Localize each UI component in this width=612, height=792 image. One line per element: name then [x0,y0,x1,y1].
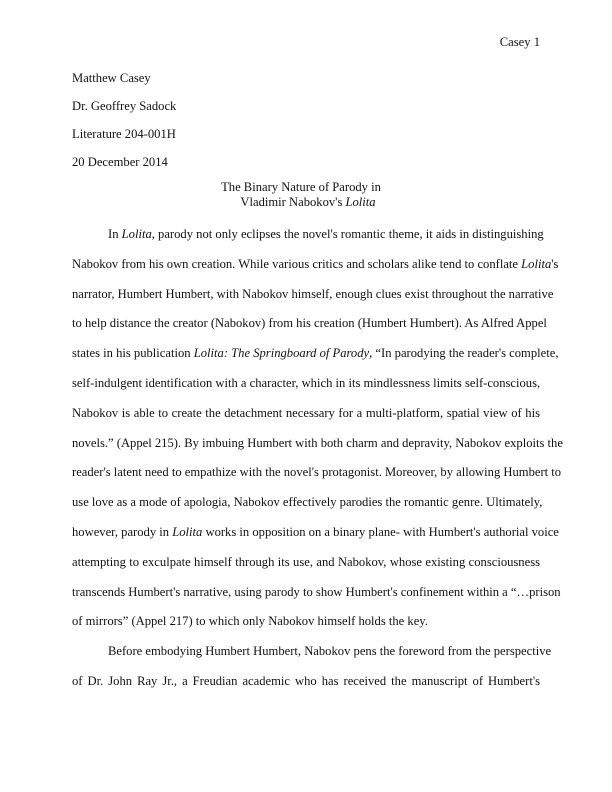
body-text [72,226,563,703]
paper-title [0,180,612,210]
text-fragment: Nabokov is able to create the detachment necessary for a multi-platform, spatial view of his [72,405,540,420]
body-line [72,405,540,421]
body-line [72,256,559,272]
text-fragment: of mirrors” (Appel 217) to which only Nabokov himself holds the key. [72,614,428,629]
title-line-2-prefix: Vladimir Nabokov's [240,195,346,209]
body-line [72,345,559,361]
text-fragment: In [108,227,122,241]
body-line [72,464,562,480]
body-line [72,524,559,540]
italic-text: Lolita [521,256,552,271]
text-fragment: self-indulgent identification with a character, which in its mindlessness limits self-conscious, [72,375,541,390]
text-fragment: Nabokov from his own creation. While various critics and scholars alike tend to conflate [72,256,522,271]
text-fragment: transcends Humbert's narrative, using parody to show Humbert's confinement within a “…prison [72,584,561,599]
text-fragment: of Dr. John Ray Jr., a Freudian academic who has received the manuscript of Humbert's [72,673,540,688]
text-fragment: states in his publication [72,346,194,361]
mla-heading [72,70,176,182]
body-line [72,494,543,510]
body-line [72,613,540,629]
body-line [72,375,540,391]
instructor-name: Dr. Geoffrey Sadock [72,99,177,113]
paper-date: 20 December 2014 [72,155,168,169]
body-line [72,315,547,331]
text-fragment: novels.” (Appel 215). By imbuing Humbert with both charm and depravity, Nabokov exploits the [72,435,563,450]
text-fragment: narrator, Humbert Humbert, with Nabokov himself, enough clues exist throughout the narrative [72,286,554,301]
running-head: Casey 1 [499,35,540,49]
body-line [72,226,544,242]
body-line [72,673,540,689]
text-fragment: , “In parodying the reader's complete, [369,346,559,361]
text-fragment: reader's latent need to empathize with the novel's protagonist. Moreover, by allowing Humbert to [72,465,562,480]
course-name: Literature 204-001H [72,127,176,141]
text-fragment: works in opposition on a binary plane- with Humbert's authorial voice [202,524,559,539]
text-fragment: 's [551,256,559,271]
text-fragment: however, parody in [72,524,173,539]
author-name: Matthew Casey [72,71,151,85]
text-fragment: attempting to exculpate himself through its use, and Nabokov, whose existing consciousness [72,554,540,569]
body-line [72,643,552,659]
title-line-2-italic: Lolita [345,195,376,209]
text-fragment: , parody not only eclipses the novel's romantic theme, it aids in distinguishing [151,227,544,241]
text-fragment: use love as a mode of apologia, Nabokov effectively parodies the romantic genre. Ultimately, [72,495,543,510]
body-line [72,286,554,302]
title-line-2 [4,195,612,210]
italic-text: Lolita: The Springboard of Parody [193,346,370,361]
title-line-1: The Binary Nature of Parody in [221,180,381,194]
body-line [72,435,563,451]
text-fragment: Before embodying Humbert Humbert, Nabokov pens the foreword from the perspective [108,644,552,659]
text-fragment: to help distance the creator (Nabokov) from his creation (Humbert Humbert). As Alfred Appel [72,316,547,331]
italic-text: Lolita [121,227,152,241]
body-line [72,554,540,570]
body-line [72,584,561,600]
italic-text: Lolita [172,524,203,539]
